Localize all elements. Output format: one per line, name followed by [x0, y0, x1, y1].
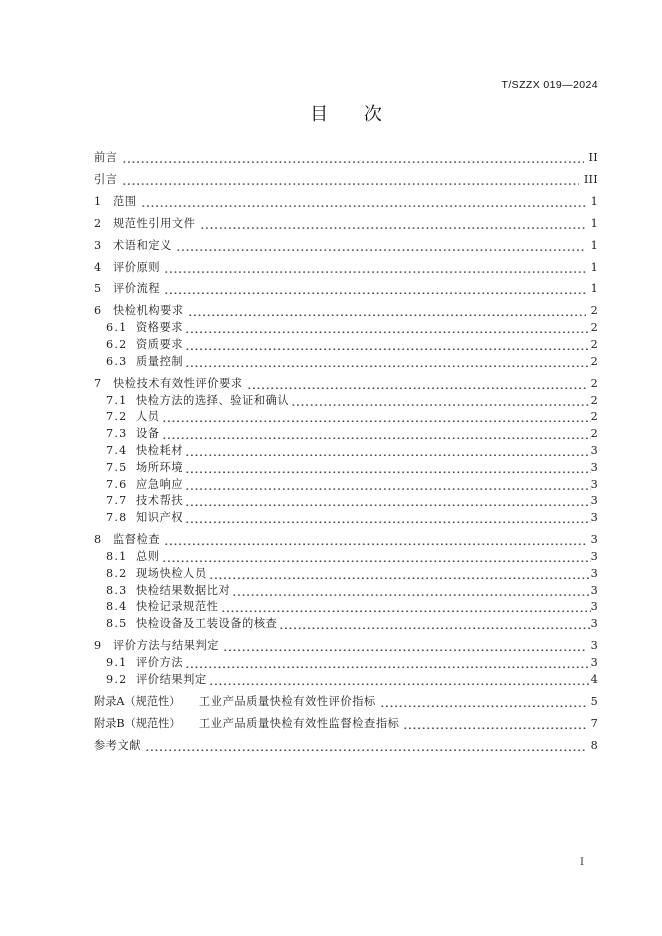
toc-entry: [94, 616, 598, 633]
dot-leader: [185, 443, 590, 460]
toc-entry-number: 8.1: [106, 550, 128, 563]
toc-entry-title: 质量控制: [136, 354, 184, 368]
toc-entry-title: 快检机构要求: [113, 304, 184, 318]
dot-leader: [185, 477, 590, 494]
toc-entry-page: 5: [590, 694, 598, 708]
dot-leader: [247, 376, 586, 393]
toc-entry-page: 1: [590, 260, 598, 274]
toc-entry-number: 8.5: [106, 617, 128, 631]
dot-leader: [185, 510, 590, 527]
dot-leader: [164, 532, 585, 549]
toc-entry: [94, 493, 598, 510]
toc-entry-title: 监督检查: [113, 533, 161, 547]
toc-entry: [94, 260, 598, 277]
toc-entry-page: 3: [590, 655, 598, 669]
toc-entry-title: 总则: [136, 550, 160, 563]
toc-entry-number: 附录B（规范性）: [94, 716, 181, 730]
toc-entry-page: 7: [590, 716, 598, 730]
dot-leader: [185, 460, 590, 477]
toc-entry: [94, 638, 598, 655]
toc-entry-number: 7.3: [106, 427, 128, 441]
dot-leader: [122, 150, 584, 167]
toc-entry-title: 资格要求: [136, 321, 184, 335]
toc-entry-number: 3: [94, 238, 102, 252]
toc-entry-page: 2: [590, 338, 598, 352]
dot-leader: [162, 409, 591, 426]
toc-entry-page: 2: [590, 376, 598, 390]
toc-entry-page: 3: [590, 511, 598, 525]
dot-leader: [145, 738, 585, 755]
toc-entry-number: 7.1: [106, 393, 128, 407]
toc-entry-title: 参考文献: [94, 738, 142, 752]
toc-entry-number: 9: [94, 639, 102, 653]
toc-entry: [94, 337, 598, 354]
toc-entry-page: 1: [590, 282, 598, 296]
toc-entry-number: 7.6: [106, 477, 128, 491]
toc-entry-page: 2: [590, 393, 598, 407]
toc-entry-page: III: [583, 172, 598, 186]
toc-entry-number: 9.2: [106, 672, 128, 686]
toc-entry-number: 8: [94, 533, 102, 547]
toc-entry-title: 评价方法: [136, 655, 184, 669]
toc-entry-page: 2: [590, 427, 598, 441]
dot-leader: [164, 260, 585, 277]
toc-entry-title: 应急响应: [136, 477, 184, 491]
toc-entry-number: 5: [94, 282, 102, 296]
toc-entry: [94, 393, 598, 410]
dot-leader: [185, 337, 590, 354]
toc-entry: [94, 150, 598, 167]
toc-entry-number: 6.2: [106, 338, 128, 352]
dot-leader: [291, 393, 590, 410]
toc-entry: [94, 409, 598, 426]
toc-entry-title: 评价原则: [113, 260, 161, 274]
toc-entry-title: 设备: [136, 427, 160, 441]
toc-entry-page: 1: [590, 216, 598, 230]
toc-entry-page: 3: [590, 566, 598, 580]
toc-entry-title: 快检耗材: [136, 444, 184, 458]
toc-entry-number: 1: [94, 194, 102, 208]
toc-entry-title: 知识产权: [136, 511, 184, 525]
dot-leader: [164, 281, 585, 298]
toc-entry-title: 引言: [94, 172, 118, 186]
dot-leader: [176, 238, 586, 255]
toc-entry: [94, 303, 598, 320]
toc-entry: [94, 194, 598, 211]
toc-entry-number: 附录A（规范性）: [94, 694, 181, 708]
dot-leader: [223, 638, 585, 655]
dot-leader: [185, 655, 590, 672]
document-code: T/SZZX 019—2024: [501, 79, 598, 91]
toc-entry: [94, 281, 598, 298]
toc-entry: [94, 566, 598, 583]
toc-entry-page: 8: [590, 738, 598, 752]
dot-leader: [200, 216, 586, 233]
toc-entry-title: 工业产品质量快检有效性监督检查指标: [199, 716, 400, 730]
toc-entry-title: 范围: [113, 194, 137, 208]
toc-entry-page: 3: [590, 583, 598, 597]
toc-entry-title: 快检结果数据比对: [136, 583, 231, 597]
table-of-contents: [94, 144, 598, 754]
toc-entry: [94, 477, 598, 494]
toc-entry: [94, 426, 598, 443]
toc-entry-title: 规范性引用文件: [113, 216, 196, 230]
toc-entry-page: 3: [590, 494, 598, 508]
toc-entry-title: 工业产品质量快检有效性评价指标: [199, 694, 376, 708]
toc-entry: [94, 238, 598, 255]
toc-entry-number: 4: [94, 260, 102, 274]
toc-entry: [94, 583, 598, 600]
dot-leader: [162, 426, 591, 443]
dot-leader: [141, 194, 586, 211]
toc-entry: [94, 354, 598, 371]
toc-entry-title: 前言: [94, 150, 118, 164]
toc-entry: [94, 460, 598, 477]
toc-entry: [94, 216, 598, 233]
toc-entry: [94, 443, 598, 460]
toc-entry-number: 6.3: [106, 354, 128, 368]
toc-entry-number: 7.8: [106, 511, 128, 525]
toc-entry-page: 3: [590, 533, 598, 547]
toc-entry: [94, 320, 598, 337]
toc-entry: [94, 510, 598, 527]
toc-entry-page: 3: [590, 600, 598, 614]
toc-entry-page: 3: [590, 550, 598, 563]
toc-entry-title: 术语和定义: [113, 238, 172, 252]
dot-leader: [162, 549, 591, 566]
dot-leader: [279, 616, 590, 633]
toc-entry-title: 资质要求: [136, 338, 184, 352]
toc-entry: [94, 532, 598, 549]
toc-entry: [94, 655, 598, 672]
toc-entry-page: 3: [590, 444, 598, 458]
toc-entry-number: 7.4: [106, 444, 128, 458]
toc-entry-page: 3: [590, 460, 598, 474]
toc-entry: [94, 549, 598, 566]
toc-entry-page: II: [588, 150, 598, 164]
dot-leader: [232, 583, 590, 600]
toc-entry-page: 1: [590, 194, 598, 208]
toc-entry-title: 快检设备及工装设备的核查: [136, 617, 278, 631]
toc-entry-title: 评价方法与结果判定: [113, 639, 220, 653]
toc-entry: [94, 172, 598, 189]
dot-leader: [185, 493, 590, 510]
toc-entry-title: 场所环境: [136, 460, 184, 474]
toc-entry-number: 8.3: [106, 583, 128, 597]
toc-entry-page: 3: [590, 617, 598, 631]
toc-entry-number: 7.7: [106, 494, 128, 508]
toc-entry-number: 8.2: [106, 566, 128, 580]
toc-entry-title: 快检方法的选择、验证和确认: [136, 393, 290, 407]
toc-entry: [94, 738, 598, 755]
toc-entry-number: 7: [94, 376, 102, 390]
toc-entry: [94, 716, 598, 733]
toc-entry: [94, 694, 598, 711]
toc-entry-title: 评价结果判定: [136, 672, 207, 686]
toc-entry-number: 7.2: [106, 410, 128, 424]
toc-entry-title: 快检技术有效性评价要求: [113, 376, 243, 390]
dot-leader: [380, 694, 586, 711]
toc-entry-page: 3: [590, 477, 598, 491]
toc-entry-page: 2: [590, 304, 598, 318]
toc-entry-page: 2: [590, 354, 598, 368]
toc-entry-number: 8.4: [106, 600, 128, 614]
dot-leader: [185, 354, 590, 371]
toc-entry-page: 2: [590, 321, 598, 335]
dot-leader: [185, 320, 590, 337]
dot-leader: [188, 303, 586, 320]
toc-entry-page: 3: [590, 639, 598, 653]
toc-entry-title: 评价流程: [113, 282, 161, 296]
toc-entry-page: 4: [590, 672, 598, 686]
dot-leader: [209, 672, 591, 689]
toc-entry: [94, 376, 598, 393]
toc-entry-number: 7.5: [106, 460, 128, 474]
toc-entry-page: 2: [590, 410, 598, 424]
toc-entry-title: 技术帮扶: [136, 494, 184, 508]
dot-leader: [403, 716, 585, 733]
footer-page-number: I: [580, 857, 584, 868]
toc-entry-title: 现场快检人员: [136, 566, 207, 580]
toc-entry-number: 2: [94, 216, 102, 230]
dot-leader: [221, 599, 591, 616]
toc-entry: [94, 672, 598, 689]
toc-entry: [94, 599, 598, 616]
page-title: 目 次: [310, 104, 382, 125]
toc-entry-number: 6: [94, 304, 102, 318]
dot-leader: [122, 172, 579, 189]
toc-entry-number: 6.1: [106, 321, 128, 335]
toc-entry-page: 1: [590, 238, 598, 252]
toc-entry-title: 人员: [136, 410, 160, 424]
toc-entry-title: 快检记录规范性: [136, 600, 219, 614]
dot-leader: [209, 566, 591, 583]
toc-entry-number: 9.1: [106, 655, 128, 669]
